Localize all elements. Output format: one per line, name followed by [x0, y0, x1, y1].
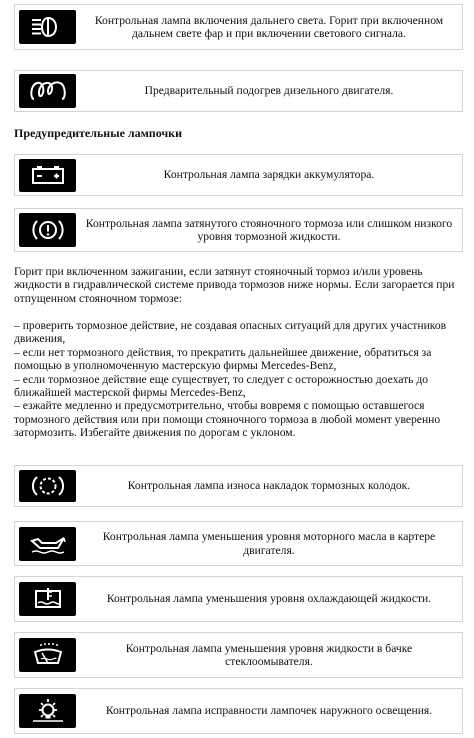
battery-icon — [19, 159, 76, 192]
section-heading: Предупредительные лампочки — [14, 126, 182, 140]
glow-plug-icon — [19, 74, 76, 108]
row-description: Контрольная лампа износа накладок тормозных колодок. — [127, 479, 411, 493]
washer-fluid-icon — [19, 638, 76, 672]
exterior-bulb-icon — [19, 694, 76, 728]
warning-row-glow-plug — [14, 70, 463, 112]
row-description: Контрольная лампа уменьшения уровня охлаждающей жидкости. — [106, 592, 432, 606]
warning-row-brake-pads — [14, 465, 463, 507]
oil-level-icon — [19, 527, 76, 561]
row-description: Контрольная лампа уменьшения уровня моторного масла в картере двигателя. — [102, 530, 436, 557]
warning-row-oil — [14, 521, 463, 566]
warning-row-high-beam — [14, 4, 463, 50]
row-description: Контрольная лампа уменьшения уровня жидкости в бачке стеклоомывателя. — [125, 641, 413, 668]
warning-row-exterior-lights — [14, 688, 463, 734]
warning-row-washer — [14, 632, 463, 678]
brake-paragraph: Горит при включенном зажигании, если затянут стояночный тормоз и/или уровень жидкости в гидравлической системе привода тормозов ниже нормы. Если загорается при отпущенном стояночном тормозе: — [14, 265, 455, 305]
brake-warning-icon — [19, 213, 76, 247]
row-description: Контрольная лампа включения дальнего света. Горит при включенном дальнем свете фар и при включении светового сигнала. — [94, 13, 444, 40]
coolant-level-icon — [19, 582, 76, 616]
warning-row-coolant — [14, 576, 463, 622]
row-description: Предварительный подогрев дизельного двигателя. — [144, 84, 394, 98]
brake-pad-wear-icon — [19, 470, 76, 502]
warning-row-brake — [14, 208, 463, 252]
row-description: Контрольная лампа зарядки аккумулятора. — [163, 168, 375, 182]
high-beam-icon — [19, 10, 76, 44]
warning-row-battery — [14, 154, 463, 196]
row-description: Контрольная лампа затянутого стояночного тормоза или слишком низкого уровня тормозной жидкости. — [85, 216, 453, 243]
brake-instructions: – проверить тормозное действие, не создавая опасных ситуаций для других участников движения, – если нет тормозного действия, то прекратить дальнейшее движение, обратиться за помощью в уполномоченную мастерскую фирмы Mercedes-Benz, – если тормозное действие еще существует, то следует с осторожностью доехать до ближайшей мастерской фирмы Mercedes-Benz, – езжайте медленно и предусмотрительно, чтобы вовремя с помощью оставшегося тормозного действия или при помощи стояночного тормоза в любой момент уверенно затормозить. Избегайте движения по дорогам с уклоном. — [14, 319, 447, 440]
row-description: Контрольная лампа исправности лампочек наружного освещения. — [105, 704, 433, 718]
